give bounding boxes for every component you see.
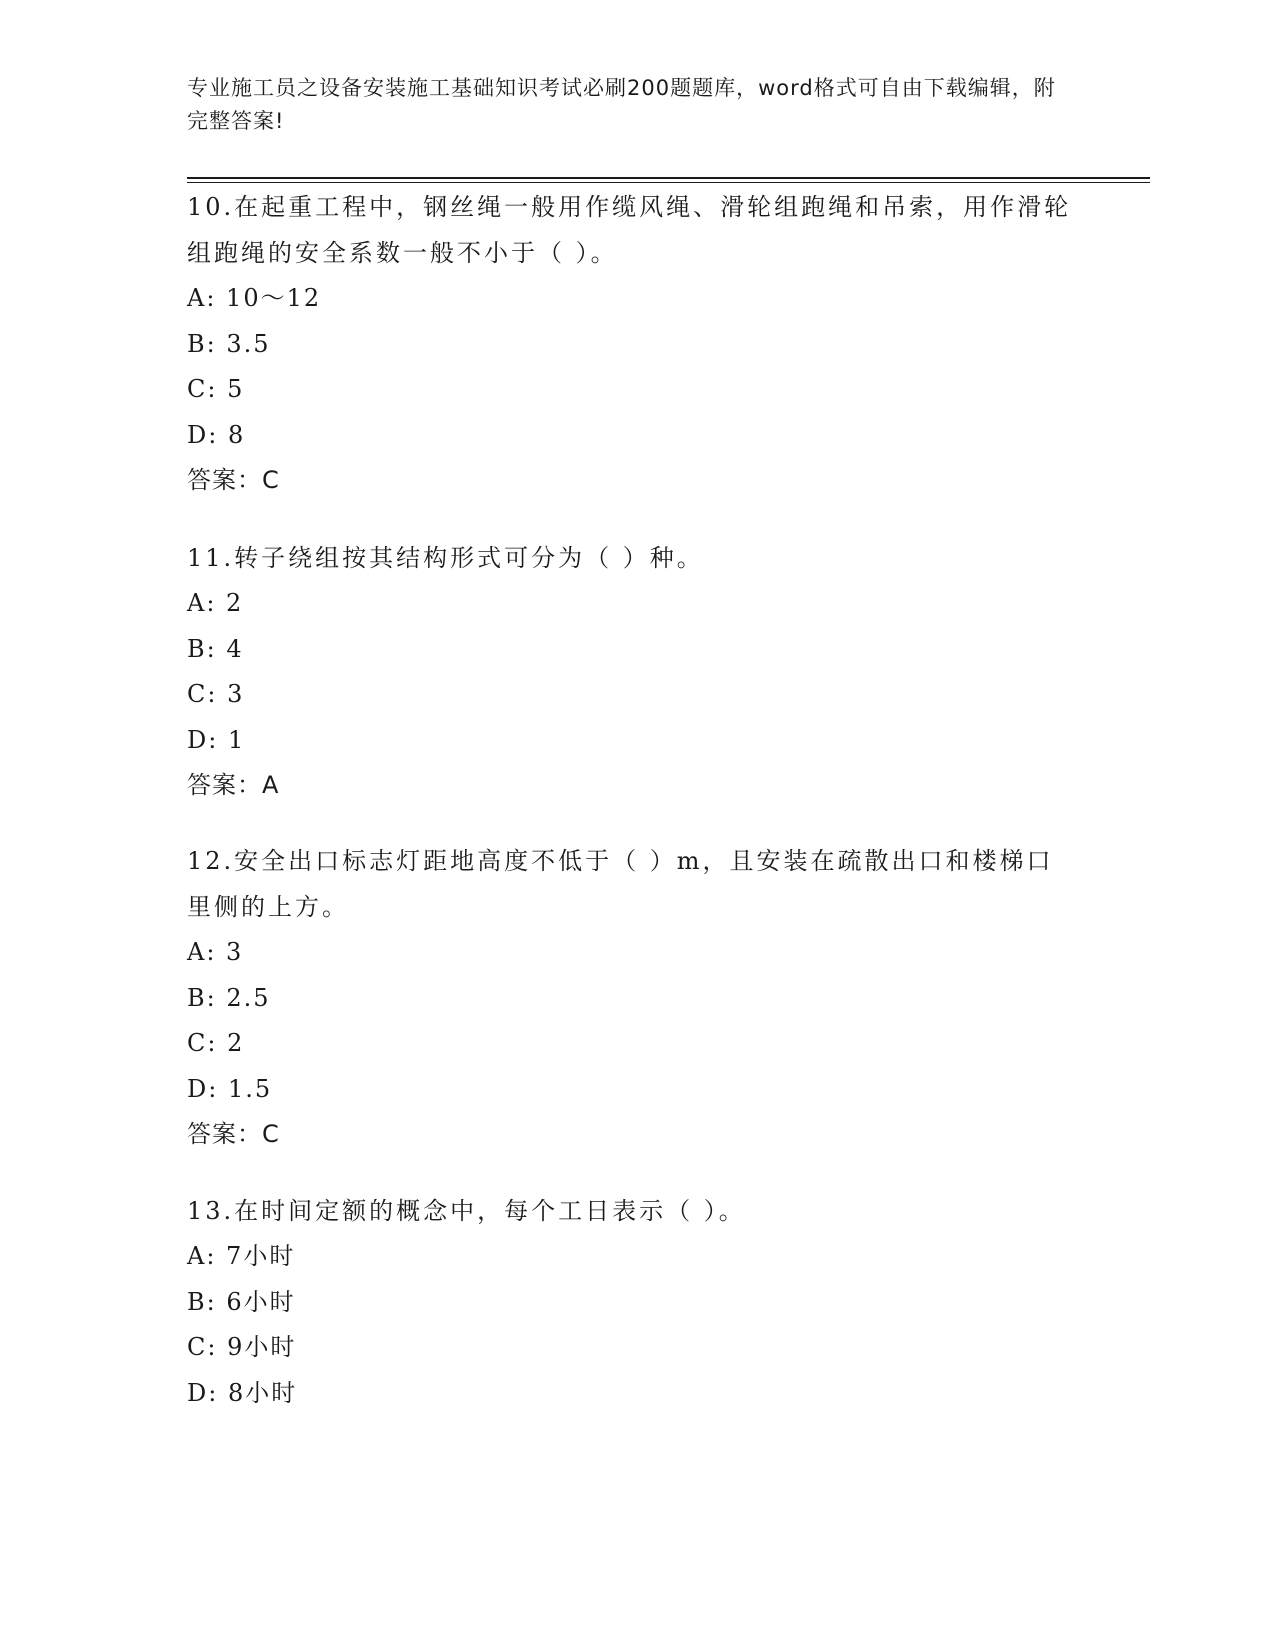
option-b: B: 4 bbox=[187, 634, 244, 663]
option-b: B: 6小时 bbox=[187, 1287, 296, 1316]
document-title: 专业施工员之设备安装施工基础知识考试必刷200题题库，word格式可自由下载编辑，附完整答案! bbox=[187, 76, 1056, 133]
option-b: B: 3.5 bbox=[187, 329, 271, 358]
question-12 bbox=[187, 838, 1077, 1156]
option-c: C: 3 bbox=[187, 680, 245, 708]
question-11 bbox=[187, 535, 1077, 807]
question-13 bbox=[187, 1188, 1077, 1416]
option-c: C: 2 bbox=[187, 1029, 245, 1057]
question-text: 10.在起重工程中，钢丝绳一般用作缆风绳、滑轮组跑绳和吊索，用作滑轮组跑绳的安全系数一般不小于（ ）。 bbox=[187, 193, 1072, 267]
option-a: A: 10～12 bbox=[187, 284, 322, 312]
header-divider bbox=[187, 177, 1150, 179]
option-b: B: 2.5 bbox=[187, 983, 271, 1012]
question-text: 13.在时间定额的概念中，每个工日表示（ ）。 bbox=[187, 1197, 746, 1225]
header-divider-secondary bbox=[187, 182, 1150, 183]
option-d: D: 8小时 bbox=[187, 1378, 298, 1407]
question-10 bbox=[187, 184, 1077, 502]
option-a: A: 2 bbox=[187, 589, 244, 617]
question-text: 11.转子绕组按其结构形式可分为（ ）种。 bbox=[187, 544, 704, 572]
option-d: D: 8 bbox=[187, 420, 246, 449]
option-a: A: 7小时 bbox=[187, 1242, 296, 1270]
option-c: C: 9小时 bbox=[187, 1333, 297, 1361]
answer-label: 答案：C bbox=[187, 1120, 280, 1148]
option-d: D: 1.5 bbox=[187, 1074, 273, 1103]
question-text: 12.安全出口标志灯距地高度不低于（ ）m，且安装在疏散出口和楼梯口里侧的上方。 bbox=[187, 847, 1054, 921]
option-c: C: 5 bbox=[187, 375, 245, 403]
answer-label: 答案：C bbox=[187, 466, 280, 494]
option-a: A: 3 bbox=[187, 938, 244, 966]
answer-label: 答案：A bbox=[187, 771, 280, 799]
option-d: D: 1 bbox=[187, 725, 246, 754]
